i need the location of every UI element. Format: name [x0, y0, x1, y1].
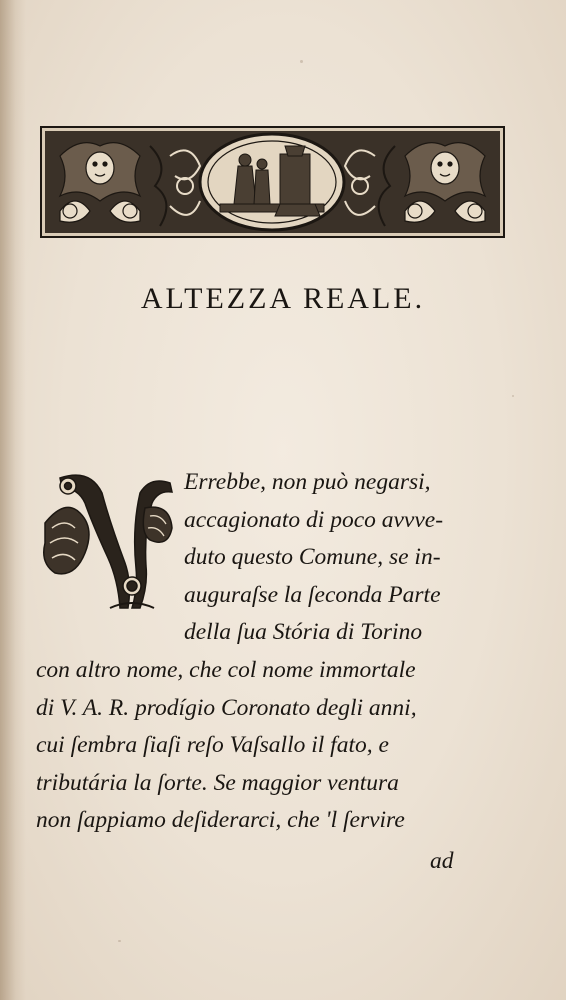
binding-gutter: [0, 0, 26, 1000]
body-line: della ſua Stória di Torino: [184, 619, 423, 646]
paper-speck: [118, 940, 121, 942]
body-line: di V. A. R. prodígio Coronato degli anni,: [36, 694, 417, 721]
body-text: [36, 464, 506, 840]
body-line: duto questo Comune, se in-: [184, 544, 441, 571]
body-line: non ſappiamo deſiderarci, che 'l ſervire: [36, 807, 405, 834]
paper-speck: [512, 395, 514, 397]
ornamental-headpiece-icon: [40, 126, 505, 238]
body-line: cui ſembra ſiaſi reſo Vaſsallo il fato, e: [36, 732, 389, 759]
body-line: con altro nome, che col nome immortale: [36, 656, 416, 683]
catchword: ad: [430, 848, 454, 874]
body-line: accagionato di poco avvve-: [184, 506, 444, 533]
page-title: ALTEZZA REALE.: [140, 282, 426, 315]
paper-speck: [300, 60, 303, 63]
body-line: auguraſse la ſeconda Parte: [184, 581, 441, 608]
body-line: Errebbe, non può negarsi,: [184, 469, 431, 495]
body-line: tributária la ſorte. Se maggior ventura: [36, 769, 399, 796]
